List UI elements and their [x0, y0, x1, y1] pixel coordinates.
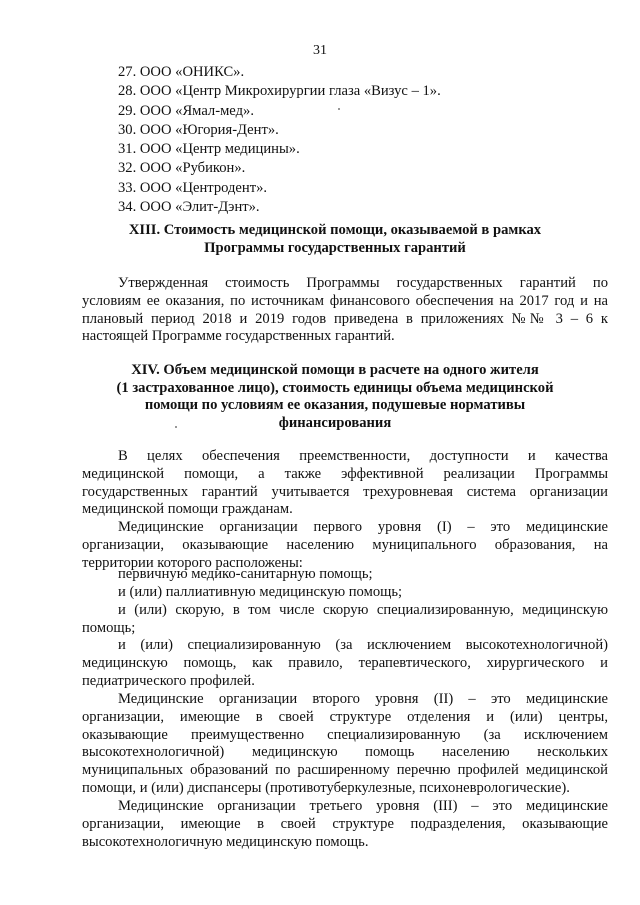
paragraph-line: территории которого расположены: — [82, 554, 303, 571]
heading-line: (1 застрахованное лицо), стоимость единицы объема медицинской — [116, 379, 554, 396]
list-item: 31. ООО «Центр медицины». — [118, 141, 300, 158]
paragraph-line: высокотехнологичную медицинскую помощь. — [82, 833, 369, 850]
paragraph-emergency-care — [82, 602, 608, 638]
paragraph-line: и (или) скорую, в том числе скорую специализированную, медицинскую — [118, 602, 608, 618]
section-14-heading — [82, 362, 588, 432]
paragraph-line: помощи, и (или) диспансеры (противотуберкулезные, психоневрологические). — [82, 779, 570, 796]
paragraph-line: помощь; — [82, 619, 136, 636]
paragraph-second-level — [82, 691, 608, 798]
paragraph-line: оказывающие преимущественно специализированную (за исключением — [82, 726, 608, 743]
paragraph-primary-care — [82, 566, 608, 584]
paragraph-line: организации, имеющие в своей структуре подразделения, оказывающие — [82, 815, 608, 832]
paragraph-line: организации, имеющие в своей структуре отделения и (или) центры, — [82, 708, 608, 725]
paragraph-third-level — [82, 798, 608, 851]
paragraph-first-level — [82, 519, 608, 572]
paragraph-three-level-system — [82, 448, 608, 519]
paragraph-line: муниципальных образований по расширенному перечню профилей медицинской — [82, 762, 608, 779]
paragraph-line: В целях обеспечения преемственности, доступности и качества — [118, 448, 608, 464]
paragraph-line: организации, оказывающие населению муниципального образования, на — [82, 536, 608, 553]
paragraph-specialized-care — [82, 637, 608, 690]
scan-speck — [338, 108, 340, 110]
page-number: 31 — [313, 43, 327, 58]
paragraph-line: Медицинские организации второго уровня (II) – это медицинские — [118, 691, 608, 707]
paragraph-line: Утвержденная стоимость Программы государственных гарантий по — [118, 275, 608, 291]
paragraph-line: государственных гарантий учитывается трехуровневая система организации — [82, 483, 608, 500]
list-item: 34. ООО «Элит-Дэнт». — [118, 199, 260, 216]
paragraph-line: медицинскую помощь, как правило, терапевтического, хирургического и — [82, 654, 608, 671]
list-item: 28. ООО «Центр Микрохирургии глаза «Визус – 1». — [118, 83, 441, 100]
list-item: 32. ООО «Рубикон». — [118, 160, 246, 177]
heading-line: XIII. Стоимость медицинской помощи, оказываемой в рамках — [128, 222, 542, 238]
paragraph-line: условиям ее оказания, по источникам финансового обеспечения на 2017 год и на — [82, 292, 608, 309]
paragraph-line: плановый период 2018 и 2019 годов приведена в приложениях №№ 3 – 6 к — [82, 310, 608, 327]
paragraph-line: медицинской помощи, а также эффективной реализации Программы — [82, 465, 608, 482]
paragraph-line: педиатрического профилей. — [82, 672, 255, 689]
paragraph-line: Медицинские организации первого уровня (I) – это медицинские — [118, 519, 608, 535]
paragraph-line: первичную медико-санитарную помощь; — [118, 566, 373, 582]
paragraph-line: и (или) паллиативную медицинскую помощь; — [118, 584, 403, 600]
heading-line: финансирования — [278, 414, 392, 431]
paragraph-line: и (или) специализированную (за исключением высокотехнологичной) — [118, 637, 608, 653]
section-13-paragraph — [82, 275, 608, 346]
list-item: 33. ООО «Центродент». — [118, 179, 268, 196]
paragraph-line: настоящей Программе государственных гарантий. — [82, 328, 395, 345]
paragraph-palliative-care — [82, 584, 608, 602]
heading-line: Программы государственных гарантий — [204, 239, 466, 256]
paragraph-line: высокотехнологичной) медицинскую помощь населению нескольких — [82, 744, 608, 761]
heading-line: помощи по условиям ее оказания, подушевые нормативы — [144, 397, 526, 414]
section-13-heading — [82, 222, 588, 257]
scan-speck — [175, 426, 177, 428]
list-item: 30. ООО «Югория-Дент». — [118, 121, 279, 138]
heading-line: XIV. Объем медицинской помощи в расчете на одного жителя — [131, 362, 539, 378]
list-item: 29. ООО «Ямал-мед». — [118, 102, 254, 119]
paragraph-line: Медицинские организации третьего уровня (III) – это медицинские — [118, 798, 608, 814]
list-item: 27. ООО «ОНИКС». — [118, 64, 245, 80]
paragraph-line: медицинской помощи гражданам. — [82, 501, 293, 518]
organization-list — [118, 63, 441, 217]
